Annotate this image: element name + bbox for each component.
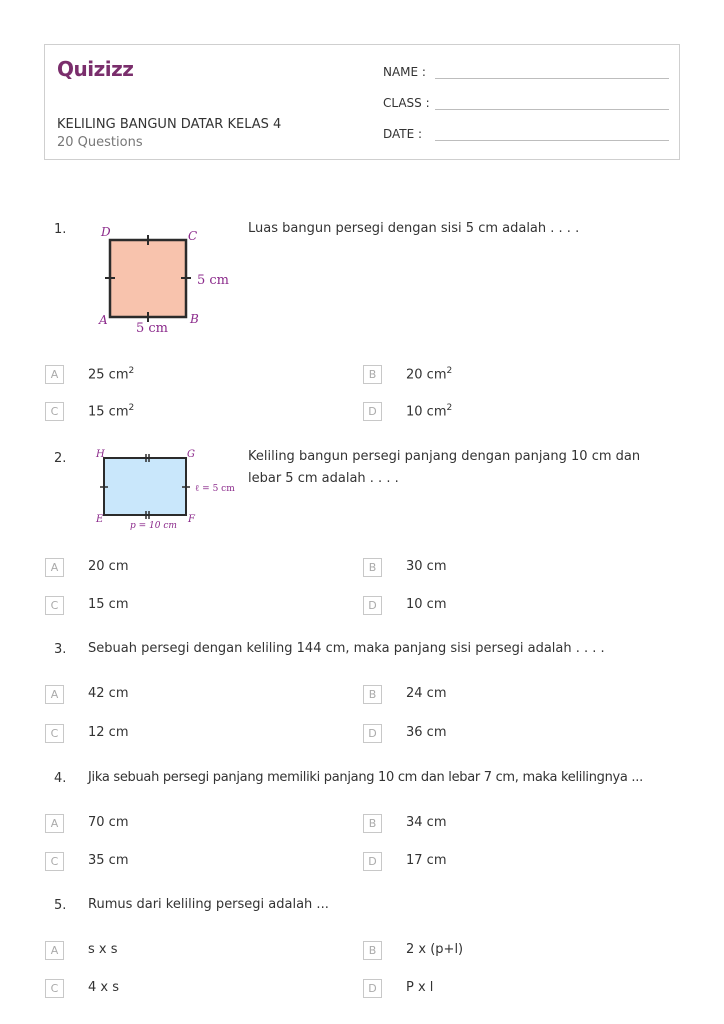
option-c-box[interactable]: C <box>45 596 64 615</box>
date-label: DATE : <box>383 127 423 141</box>
option-b-text: 24 cm <box>406 686 447 701</box>
option-d-box[interactable]: D <box>363 979 382 998</box>
width-label: ℓ = 5 cm <box>195 484 235 494</box>
vertex-label: F <box>188 514 195 525</box>
class-field[interactable] <box>383 96 430 110</box>
option-a-text: 20 cm <box>88 559 129 574</box>
square-figure <box>96 222 236 338</box>
vertex-label: A <box>99 313 108 327</box>
option-d-text: 10 $cm^2$ <box>406 403 453 420</box>
vertex-label: E <box>96 514 104 525</box>
question-number: 4. <box>54 771 67 786</box>
option-c-box[interactable]: C <box>45 979 64 998</box>
vertex-label: G <box>187 449 195 460</box>
option-c-box[interactable]: C <box>45 724 64 743</box>
option-d-box[interactable]: D <box>363 596 382 615</box>
rectangle-shape <box>104 458 186 515</box>
quizizz-logo: Quizizz <box>57 57 134 81</box>
option-c-text: 15 cm <box>88 597 129 612</box>
question-text: Rumus dari keliling persegi adalah ... <box>88 897 329 912</box>
option-b-box[interactable]: B <box>363 685 382 704</box>
side-length-label: 5 cm <box>197 273 230 288</box>
option-c-text: 35 cm <box>88 853 129 868</box>
option-b-box[interactable]: B <box>363 365 382 384</box>
bottom-length-label: 5 cm <box>136 321 169 336</box>
question-number: 2. <box>54 451 67 466</box>
option-c-text: 12 cm <box>88 725 129 740</box>
option-d-box[interactable]: D <box>363 852 382 871</box>
vertex-label: C <box>188 229 198 243</box>
option-b-box[interactable]: B <box>363 558 382 577</box>
question-count: 20 Questions <box>57 135 143 150</box>
vertex-label: B <box>190 312 199 326</box>
question-text: Sebuah persegi dengan keliling 144 cm, maka panjang sisi persegi adalah . . . . <box>88 641 605 656</box>
name-field[interactable] <box>383 65 426 79</box>
option-d-box[interactable]: D <box>363 724 382 743</box>
worksheet-title: KELILING BANGUN DATAR KELAS 4 <box>57 117 282 132</box>
option-d-text: 17 cm <box>406 853 447 868</box>
date-line <box>435 140 669 141</box>
question-number: 5. <box>54 898 67 913</box>
name-line <box>435 78 669 79</box>
option-c-box[interactable]: C <box>45 402 64 421</box>
date-field[interactable] <box>383 127 422 141</box>
vertex-label: D <box>101 225 111 239</box>
option-c-box[interactable]: C <box>45 852 64 871</box>
option-d-box[interactable]: D <box>363 402 382 421</box>
worksheet-header <box>44 44 680 160</box>
option-a-box[interactable]: A <box>45 685 64 704</box>
option-d-text: 36 cm <box>406 725 447 740</box>
option-a-box[interactable]: A <box>45 941 64 960</box>
option-b-box[interactable]: B <box>363 814 382 833</box>
class-label: CLASS : <box>383 96 430 110</box>
option-a-text: 42 cm <box>88 686 129 701</box>
option-a-text: s x s <box>88 942 118 957</box>
option-a-text: 25 $cm^2$ <box>88 366 135 383</box>
question-text: Jika sebuah persegi panjang memiliki panjang 10 cm dan lebar 7 cm, maka kelilingnya ... <box>88 770 643 785</box>
vertex-label: H <box>96 449 105 460</box>
class-line <box>435 109 669 110</box>
option-d-text: P x l <box>406 980 434 995</box>
name-label: NAME : <box>383 65 426 79</box>
question-text: Luas bangun persegi dengan sisi 5 cm adalah . . . . <box>248 221 580 236</box>
question-text: Keliling bangun persegi panjang dengan panjang 10 cm dan lebar 5 cm adalah . . . . <box>248 449 641 486</box>
rectangle-figure <box>92 445 242 533</box>
option-a-box[interactable]: A <box>45 814 64 833</box>
option-d-text: 10 cm <box>406 597 447 612</box>
option-b-text: 30 cm <box>406 559 447 574</box>
square-shape <box>110 240 186 317</box>
question-number: 1. <box>54 222 67 237</box>
question-number: 3. <box>54 642 67 657</box>
length-label: p = 10 cm <box>130 521 177 531</box>
option-a-box[interactable]: A <box>45 558 64 577</box>
option-c-text: 15 $cm^2$ <box>88 403 135 420</box>
option-c-text: 4 x s <box>88 980 120 995</box>
option-a-text: 70 cm <box>88 815 129 830</box>
option-b-text: 2 x (p+l) <box>406 942 464 957</box>
option-b-text: 20 $cm^2$ <box>406 366 453 383</box>
option-b-text: 34 cm <box>406 815 447 830</box>
option-b-box[interactable]: B <box>363 941 382 960</box>
option-a-box[interactable]: A <box>45 365 64 384</box>
